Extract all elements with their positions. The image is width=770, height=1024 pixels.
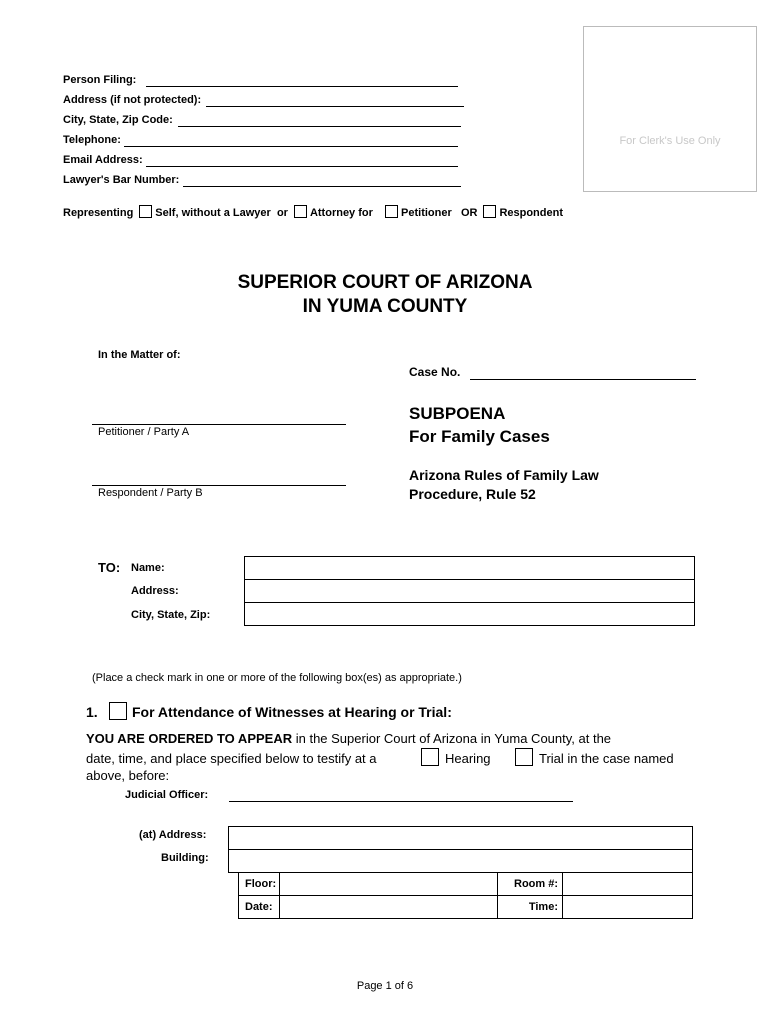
document-subtitle: For Family Cases [409,427,550,446]
attorney-label: Attorney for [309,207,373,219]
court-county: IN YUMA COUNTY [302,296,468,317]
self-label: Self, without a Lawyer [155,207,271,219]
court-title: SUPERIOR COURT OF ARIZONA [237,272,533,293]
room-field[interactable] [563,873,693,896]
to-address-field[interactable] [245,580,695,603]
representing-row [63,205,563,219]
location-table [228,826,693,873]
telephone-field[interactable] [124,134,458,147]
to-address-label: Address: [131,585,179,597]
building-label: Building: [161,852,209,864]
email-field[interactable] [146,154,458,167]
time-cell [498,896,563,919]
section-1-line-3: above, before: [86,768,170,783]
date-cell [239,896,280,919]
to-city-field[interactable] [245,603,695,626]
floor-label: Floor: [245,878,277,890]
at-address-label: (at) Address: [139,829,207,841]
to-name-label: Name: [131,562,165,574]
at-address-field[interactable] [229,827,693,850]
person-filing-label: Person Filing: [63,74,137,86]
bar-number-label: Lawyer's Bar Number: [63,174,180,186]
section-1-heading: For Attendance of Witnesses at Hearing or Trial: [132,704,452,720]
instruction-text: (Place a check mark in one or more of the following box(es) as appropriate.) [92,672,462,684]
time-field[interactable] [563,896,693,919]
section-1-line-2: date, time, and place specified below to testify at a [86,751,377,766]
to-table [244,556,695,626]
respondent-label: Respondent / Party B [98,487,203,499]
clerk-use-box [583,26,757,192]
ordered-rest: in the Superior Court of Arizona in Yuma County, at the [292,731,612,746]
document-title: SUBPOENA [409,404,506,423]
ordered-text: YOU ARE ORDERED TO APPEAR [86,731,293,746]
to-label: TO: [98,560,121,575]
to-city-label: City, State, Zip: [131,609,211,621]
petitioner-label: Petitioner / Party A [98,426,190,438]
section-1-number: 1. [86,704,98,720]
address-field[interactable] [206,94,464,107]
case-no-label: Case No. [409,365,461,379]
petitioner-line[interactable] [92,424,346,425]
bar-number-field[interactable] [183,174,461,187]
building-field[interactable] [229,850,693,873]
room-label: Room #: [514,878,558,890]
email-label: Email Address: [63,154,143,166]
matter-label: In the Matter of: [98,349,181,361]
time-label: Time: [528,901,558,913]
judicial-officer-field[interactable] [229,789,573,802]
respondent-label: Respondent [499,207,563,219]
page-number: Page 1 of 6 [356,980,414,992]
floor-field[interactable] [280,873,498,896]
respondent-checkbox[interactable] [483,205,496,218]
trial-label: Trial in the case named [539,751,674,766]
judicial-officer-label: Judicial Officer: [125,789,209,801]
section-1-checkbox[interactable] [109,702,127,720]
city-state-zip-field[interactable] [178,114,461,127]
or-upper-label: OR [460,207,478,219]
rule-line-2: Procedure, Rule 52 [409,486,536,502]
person-filing-field[interactable] [146,74,458,87]
self-checkbox[interactable] [139,205,152,218]
respondent-line[interactable] [92,485,346,486]
date-field[interactable] [280,896,498,919]
floor-date-table [238,872,693,919]
or-label: or [276,207,288,219]
attorney-checkbox[interactable] [294,205,307,218]
clerk-use-label: For Clerk's Use Only [619,135,721,147]
representing-label: Representing [63,207,134,219]
petitioner-label: Petitioner [401,207,452,219]
room-cell [498,873,563,896]
telephone-label: Telephone: [63,134,121,146]
case-no-field[interactable] [470,367,696,380]
petitioner-checkbox[interactable] [385,205,398,218]
hearing-label: Hearing [445,751,491,766]
date-label: Date: [245,901,273,913]
floor-cell [239,873,280,896]
city-state-zip-label: City, State, Zip Code: [63,114,173,126]
to-name-field[interactable] [245,557,695,580]
rule-line-1: Arizona Rules of Family Law [409,467,599,483]
trial-checkbox[interactable] [515,748,533,766]
address-label: Address (if not protected): [63,94,202,106]
section-1-line-1 [86,731,611,746]
hearing-checkbox[interactable] [421,748,439,766]
